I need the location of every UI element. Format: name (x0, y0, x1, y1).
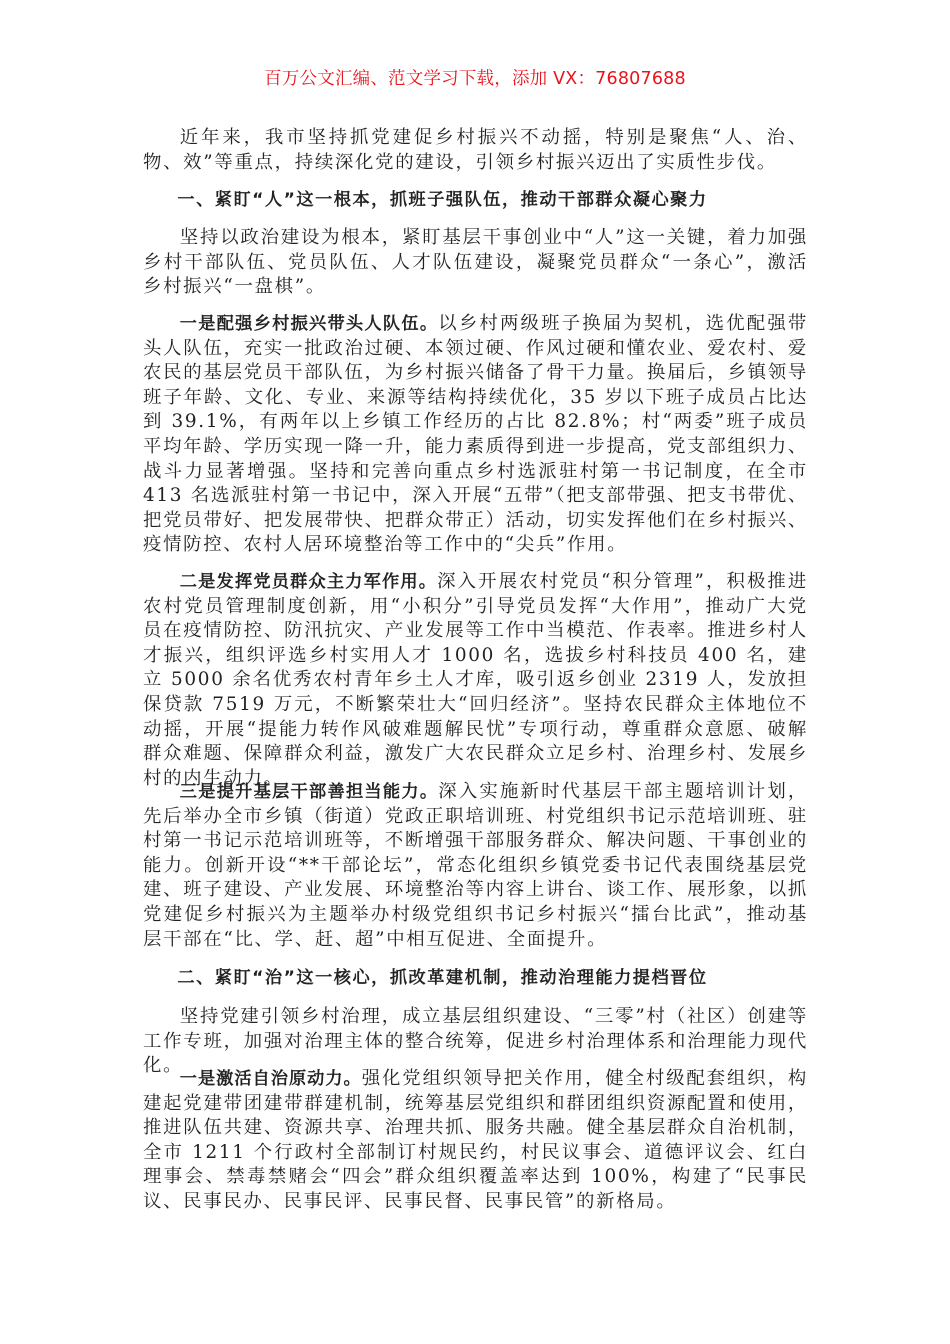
section1-heading: 一、紧盯“人”这一根本，抓班子强队伍，推动干部群众凝心聚力 (177, 190, 708, 210)
item-lead: 一是激活自治原动力。 (179, 1069, 362, 1089)
section2-item-1 (143, 1067, 808, 1215)
section1-item-2 (143, 570, 808, 791)
intro-paragraph: 近年来，我市坚持抓党建促乡村振兴不动摇，特别是聚焦“人、治、物、效”等重点，持续深化党的建设，引领乡村振兴迈出了实质性步伐。 (143, 127, 808, 173)
item-body: 深入实施新时代基层干部主题培训计划，先后举办全市乡镇（街道）党政正职培训班、村党组织书记示范培训班、驻村第一书记示范培训班等，不断增强干部服务群众、解决问题、干事创业的能力。创新开设“**干部论坛”，常态化组织乡镇党委书记代表围绕基层党建、班子建设、产业发展、环境整治等内容上讲台、谈工作、展形象，以抓党建促乡村振兴为主题举办村级党组织书记乡村振兴“擂台比武”，推动基层干部在“比、学、赶、超”中相互促进、全面提升。 (143, 781, 808, 950)
item-lead: 二是发挥党员群众主力军作用。 (179, 572, 438, 592)
item-lead: 三是提升基层干部善担当能力。 (179, 782, 439, 802)
section1-intro: 坚持以政治建设为根本，紧盯基层干事创业中“人”这一关键，着力加强乡村干部队伍、党员队伍、人才队伍建设，凝聚党员群众“一条心”，激活乡村振兴“一盘棋”。 (143, 227, 808, 298)
item-body: 强化党组织领导把关作用，健全村级配套组织，构建起党建带团建带群建机制，统筹基层党组织和群团组织资源配置和使用，推进队伍共建、资源共享、治理共抓、服务共融。健全基层群众自治机制，全市 1211 个行政村全部制订村规民约，村民议事会、道德评议会、红白理事会、禁毒禁赌会“四会”群众组织覆盖率达到 100%，构建了“民事民议、民事民办、民事民评、民事民督、民事民管”的新格局。 (143, 1068, 808, 1212)
section2-heading: 二、紧盯“治”这一核心，抓改革建机制，推动治理能力提档晋位 (177, 968, 708, 988)
item-body: 深入开展农村党员“积分管理”，积极推进农村党员管理制度创新，用“小积分”引导党员发挥“大作用”，推动广大党员在疫情防控、防汛抗灾、产业发展等工作中当模范、作表率。推进乡村人才振兴，组织评选乡村实用人才 1000 名，选拔乡村科技员 400 名，建立 5000 余名优秀农村青年乡土人才库，吸引返乡创业 2319 人，发放担保贷款 7519 万元，不断繁荣壮大“回归经济”。坚持农民群众主体地位不动摇，开展“提能力转作风破难题解民忧”专项行动，尊重群众意愿、破解群众难题、保障群众利益，激发广大农民群众立足乡村、治理乡村、发展乡村的内生动力。 (143, 571, 809, 789)
item-body: 以乡村两级班子换届为契机，选优配强带头人队伍，充实一批政治过硬、本领过硬、作风过硬和懂农业、爱农村、爱农民的基层党员干部队伍，为乡村振兴储备了骨干力量。换届后，乡镇领导班子年龄、文化、专业、来源等结构持续优化，35 岁以下班子成员占比达到 39.1%，有两年以上乡镇工作经历的占比 82.8%；村“两委”班子成员平均年龄、学历实现一降一升，能力素质得到进一步提高，党支部组织力、战斗力显著增强。坚持和完善向重点乡村选派驻村第一书记制度，在全市 413 名选派驻村第一书记中，深入开展“五带”（把支部带强、把支书带优、把党员带好、把发展带快、把群众带正）活动，切实发挥他们在乡村振兴、疫情防控、农村人居环境整治等工作中的“尖兵”作用。 (143, 313, 808, 556)
section1-item-1 (143, 312, 808, 558)
item-lead: 一是配强乡村振兴带头人队伍。 (179, 314, 439, 334)
section2-intro: 坚持党建引领乡村治理，成立基层组织建设、“三零”村（社区）创建等工作专班，加强对治理主体的整合统筹，促进乡村治理体系和治理能力现代化。 (143, 1006, 808, 1077)
section1-item-3 (143, 780, 808, 952)
watermark-banner: 百万公文汇编、范文学习下载，添加 VX：76807688 (264, 69, 686, 89)
